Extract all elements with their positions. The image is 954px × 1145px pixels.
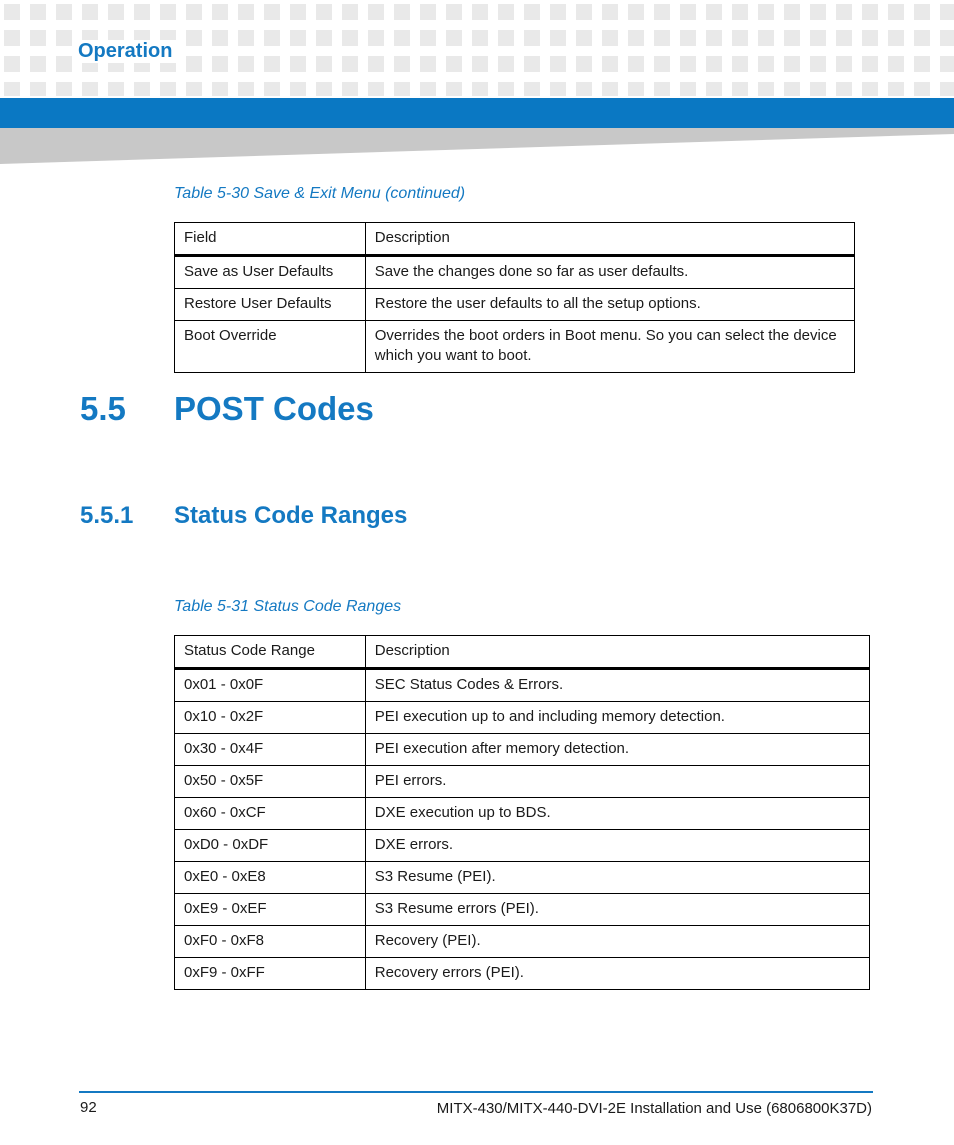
table-cell: S3 Resume errors (PEI). <box>365 894 869 926</box>
table-cell: PEI errors. <box>365 766 869 798</box>
table-cell: PEI execution up to and including memory detection. <box>365 702 869 734</box>
table-cell: PEI execution after memory detection. <box>365 734 869 766</box>
column-header: Status Code Range <box>175 636 366 669</box>
table-header-row <box>175 223 855 256</box>
table-row <box>175 734 870 766</box>
document-title: MITX-430/MITX-440-DVI-2E Installation and Use (6806800K37D) <box>436 1100 872 1117</box>
column-header: Description <box>365 636 869 669</box>
table-cell: 0x10 - 0x2F <box>175 702 366 734</box>
table-row <box>175 766 870 798</box>
table-row <box>175 669 870 702</box>
table-row <box>175 289 855 321</box>
subsection-heading <box>80 502 407 530</box>
table-caption: Table 5-30 Save & Exit Menu (continued) <box>174 185 466 202</box>
table-cell: DXE errors. <box>365 830 869 862</box>
subsection-number: 5.5.1 <box>80 502 134 529</box>
table-row <box>175 926 870 958</box>
section-heading <box>80 390 374 428</box>
table-row <box>175 862 870 894</box>
section-title: POST Codes <box>174 390 374 427</box>
table-row <box>175 702 870 734</box>
table-row <box>175 830 870 862</box>
table-cell: 0x01 - 0x0F <box>175 669 366 702</box>
status-code-table <box>174 635 870 990</box>
table-cell: Save as User Defaults <box>175 256 366 289</box>
section-number: 5.5 <box>80 390 126 427</box>
column-header: Description <box>365 223 854 256</box>
table-row <box>175 894 870 926</box>
table-cell: Boot Override <box>175 321 366 373</box>
table-cell: S3 Resume (PEI). <box>365 862 869 894</box>
page-number: 92 <box>80 1099 97 1116</box>
table-row <box>175 958 870 990</box>
save-exit-table <box>174 222 855 373</box>
subsection-title: Status Code Ranges <box>174 502 408 529</box>
table-cell: Overrides the boot orders in Boot menu. So you can select the device which you want to boot. <box>365 321 854 373</box>
table-cell: DXE execution up to BDS. <box>365 798 869 830</box>
header-gray-wedge <box>0 128 954 164</box>
section-header-title: Operation <box>78 40 176 63</box>
table-header-row <box>175 636 870 669</box>
table-cell: Save the changes done so far as user defaults. <box>365 256 854 289</box>
table-cell: Recovery errors (PEI). <box>365 958 869 990</box>
table-cell: 0xE0 - 0xE8 <box>175 862 366 894</box>
table-row <box>175 798 870 830</box>
table-cell: 0xE9 - 0xEF <box>175 894 366 926</box>
table-cell: Recovery (PEI). <box>365 926 869 958</box>
table-cell: 0x60 - 0xCF <box>175 798 366 830</box>
table-cell: Restore User Defaults <box>175 289 366 321</box>
table-cell: 0xF9 - 0xFF <box>175 958 366 990</box>
table-cell: 0xD0 - 0xDF <box>175 830 366 862</box>
table-cell: Restore the user defaults to all the setup options. <box>365 289 854 321</box>
table-cell: 0xF0 - 0xF8 <box>175 926 366 958</box>
header-blue-bar <box>0 98 954 128</box>
column-header: Field <box>175 223 366 256</box>
footer-divider <box>79 1091 873 1093</box>
table-cell: SEC Status Codes & Errors. <box>365 669 869 702</box>
table-cell: 0x50 - 0x5F <box>175 766 366 798</box>
table-caption: Table 5-31 Status Code Ranges <box>174 598 402 615</box>
table-row <box>175 321 855 373</box>
table-row <box>175 256 855 289</box>
table-cell: 0x30 - 0x4F <box>175 734 366 766</box>
